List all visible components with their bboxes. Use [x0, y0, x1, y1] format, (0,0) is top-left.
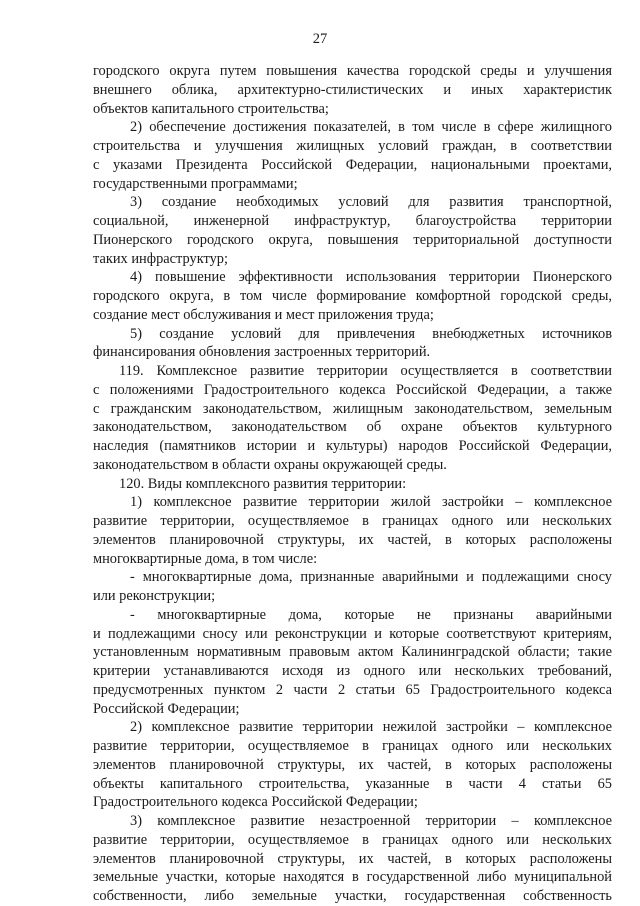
- text-line: законодательством в области охраны окружающей среды.: [93, 456, 447, 473]
- page-number: 27: [312, 31, 328, 47]
- text-line: социальной, инженерной инфраструктур, благоустройства территории: [93, 213, 612, 229]
- text-line: 120. Виды комплексного развития территории:: [119, 475, 407, 492]
- text-line: финансирования обновления застроенных территорий.: [93, 344, 431, 361]
- text-line: 3) комплексное развитие незастроенной территории – комплексное: [130, 813, 612, 829]
- text-line: развитие территории, осуществляемое в границах одного или нескольких: [93, 738, 612, 754]
- text-line: - многоквартирные дома, которые не признаны аварийными: [130, 606, 612, 623]
- text-line: критерии устанавливаются исходя из одного или нескольких требований,: [93, 663, 612, 679]
- text-line: - многоквартирные дома, признанные аварийными и подлежащими сносу: [130, 569, 612, 586]
- text-line: элементов планировочной структуры, их частей, в которых расположены: [93, 756, 612, 773]
- text-line: городского округа, в том числе формирование комфортной городской среды,: [93, 288, 612, 304]
- text-line: 2) комплексное развитие территории нежилой застройки – комплексное: [130, 719, 612, 736]
- text-line: законодательством, законодательством об охране объектов культурного: [93, 419, 612, 436]
- text-line: с положениями Градостроительного кодекса Российской Федерации, а также: [93, 381, 612, 398]
- document-body: [93, 62, 612, 906]
- text-line: и подлежащими сносу или реконструкции и которые соответствуют критериям,: [93, 625, 612, 642]
- text-line: предусмотренных пунктом 2 части 2 статьи 65 Градостроительного кодекса: [93, 681, 612, 698]
- text-line: развитие территории, осуществляемое в границах одного или нескольких: [93, 831, 612, 848]
- text-line: развитие территории, осуществляемое в границах одного или нескольких: [93, 513, 612, 529]
- text-line: Пионерского городского округа, повышения территориальной доступности: [93, 231, 612, 248]
- text-line: с гражданским законодательством, жилищным законодательством, земельным: [93, 400, 612, 417]
- text-line: наследия (памятников истории и культуры) народов Российской Федерации,: [93, 438, 612, 454]
- text-line: строительства и улучшения жилищных условий граждан, в соответствии: [93, 138, 612, 154]
- text-line: элементов планировочной структуры, их частей, в которых расположены: [93, 850, 612, 867]
- text-line: собственности, либо земельные участки, государственная собственность: [93, 888, 612, 904]
- text-line: 4) повышение эффективности использования территории Пионерского: [130, 269, 612, 286]
- text-line: 5) создание условий для привлечения внебюджетных источников: [130, 325, 612, 342]
- text-line: объекты капитального строительства, указанные в части 4 статьи 65: [93, 775, 612, 792]
- text-line: внешнего облика, архитектурно-стилистических и иных характеристик: [93, 81, 612, 98]
- text-line: объектов капитального строительства;: [93, 100, 329, 117]
- text-line: с указами Президента Российской Федерации, национальными проектами,: [93, 156, 612, 173]
- text-line: 3) создание необходимых условий для развития транспортной,: [130, 194, 612, 211]
- text-line: 119. Комплексное развитие территории осуществляется в соответствии: [119, 363, 612, 379]
- text-line: Градостроительного кодекса Российской Федерации;: [93, 794, 418, 811]
- text-line: элементов планировочной структуры, их частей, в которых расположены: [93, 531, 612, 548]
- text-line: или реконструкции;: [93, 588, 216, 604]
- text-line: таких инфраструктур;: [93, 250, 228, 267]
- text-line: многоквартирные дома, в том числе:: [93, 550, 318, 567]
- text-line: создание мест обслуживания и мест приложения труда;: [93, 306, 434, 323]
- text-line: земельные участки, которые находятся в государственной либо муниципальной: [93, 869, 612, 886]
- text-line: 2) обеспечение достижения показателей, в том числе в сфере жилищного: [130, 119, 612, 136]
- text-line: государственными программами;: [93, 175, 298, 192]
- text-line: Российской Федерации;: [93, 700, 240, 717]
- text-line: городского округа путем повышения качества городской среды и улучшения: [93, 63, 612, 79]
- text-line: 1) комплексное развитие территории жилой застройки – комплексное: [130, 494, 612, 511]
- text-line: установленным нормативным правовым актом Калининградской области; такие: [93, 644, 612, 661]
